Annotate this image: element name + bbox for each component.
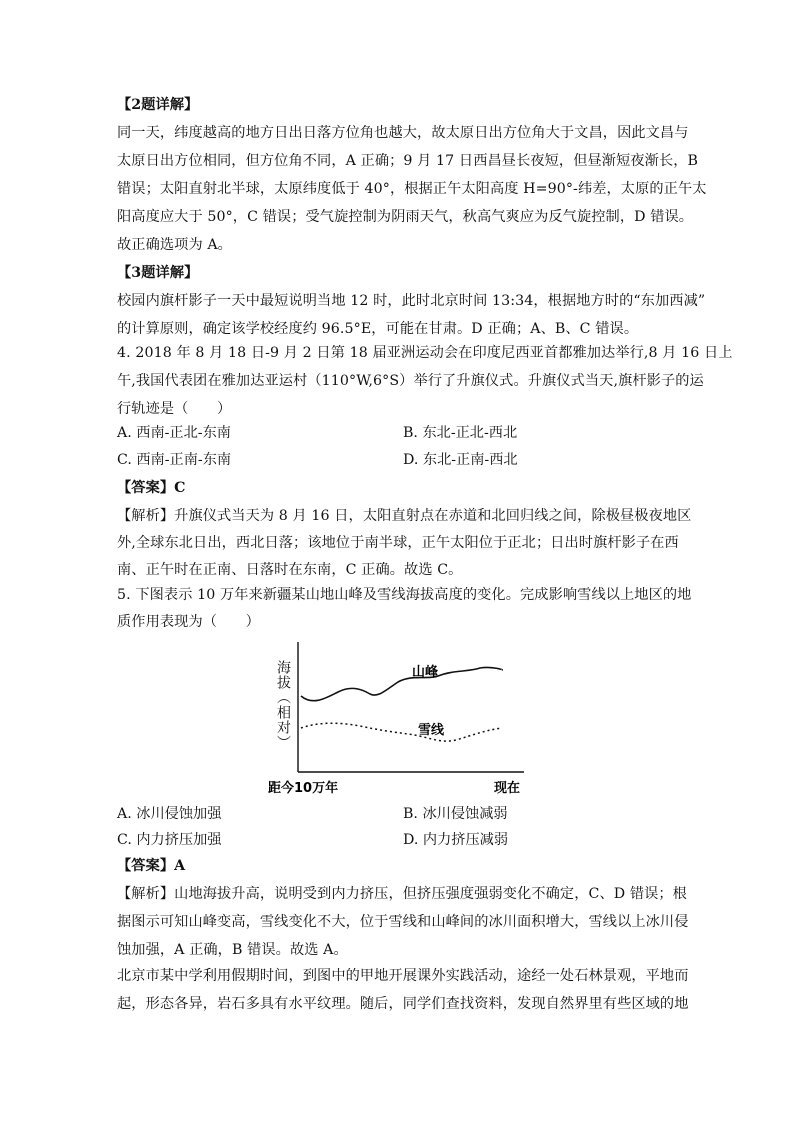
q3-line: 的计算原则，确定该学校经度约 96.5°E，可能在甘肃。D 正确；A、B、C 错误。 [117, 321, 639, 337]
q4-option-b: B. 东北-正北-西北 [403, 425, 518, 441]
q5-option-d: D. 内力挤压减弱 [403, 832, 509, 848]
q5-stem-line: 5. 下图表示 10 万年来新疆某山地山峰及雪线海拔高度的变化。完成影响雪线以上地区的地 [117, 587, 692, 603]
q4-analysis-line: 外,全球东北日出，西北日落；该地位于南半球，正午太阳位于正北；日出时旗杆影子在西 [117, 535, 679, 551]
q5-option-b: B. 冰川侵蚀减弱 [403, 806, 508, 822]
intro-line: 北京市某中学利用假期时间，到图中的甲地开展课外实践活动，途经一处石林景观，平地而 [117, 968, 689, 984]
q4-stem-line: 4. 2018 年 8 月 18 日-9 月 2 日第 18 届亚洲运动会在印度尼西亚首都雅加达举行,8 月 16 日上 [117, 345, 733, 361]
q5-option-a: A. 冰川侵蚀加强 [117, 806, 222, 822]
q3-heading: 【3题详解】 [117, 265, 199, 281]
q4-stem-line: 午,我国代表团在雅加达亚运村（110°W,6°S）举行了升旗仪式。升旗仪式当天,旗杆影子的运 [117, 373, 704, 389]
figure-y-axis-label: 海拔（相对） [275, 660, 291, 750]
snow-line-label: 雪线 [418, 723, 445, 738]
q5-option-c: C. 内力挤压加强 [117, 832, 222, 848]
q2-line: 错误；太阳直射北半球，太原纬度低于 40°，根据正午太阳高度 H=90°-纬差，太原的正午太 [117, 181, 707, 197]
q4-option-c: C. 西南-正南-东南 [117, 452, 232, 468]
q5-stem-line: 质作用表现为（ ） [117, 614, 260, 630]
q2-line: 同一天，纬度越高的地方日出日落方位角也越大，故太原日出方位角大于文昌，因此文昌与 [117, 125, 689, 141]
q4-answer: 【答案】C [117, 480, 186, 496]
q4-analysis-line: 南、正午时在正南、日落时在东南，C 正确。故选 C。 [117, 562, 463, 578]
q2-line: 阳高度应大于 50°，C 错误；受气旋控制为阴雨天气，秋高气爽应为反气旋控制，D 错误。 [117, 209, 694, 225]
q5-analysis-line: 据图示可知山峰变高，雪线变化不大，位于雪线和山峰间的冰川面积增大，雪线以上冰川侵 [117, 914, 689, 930]
q5-analysis-line: 蚀加强，A 正确，B 错误。故选 A。 [117, 942, 348, 958]
intro-line: 起，形态各异，岩石多具有水平纹理。随后，同学们查找资料，发现自然界里有些区域的地 [117, 996, 689, 1012]
q2-line: 故正确选项为 A。 [117, 237, 232, 253]
x-axis-end-label: 现在 [494, 781, 521, 796]
q4-analysis-line: 【解析】升旗仪式当天为 8 月 16 日，太阳直射点在赤道和北回归线之间，除极昼极夜地区 [117, 508, 692, 524]
q4-stem-line: 行轨迹是（ ） [117, 401, 232, 417]
elevation-figure [268, 636, 528, 800]
q4-option-a: A. 西南-正北-东南 [117, 425, 231, 441]
x-axis-start-label: 距今10万年 [268, 781, 339, 796]
q2-line: 太原日出方位相同，但方位角不同，A 正确；9 月 17 日西昌昼长夜短，但昼渐短夜渐长，B [117, 153, 699, 169]
q3-line: 校园内旗杆影子一天中最短说明当地 12 时，此时北京时间 13:34，根据地方时的“东加西减” [117, 293, 706, 309]
peak-label: 山峰 [412, 665, 439, 680]
q2-heading: 【2题详解】 [117, 97, 199, 113]
snow-line-curve [301, 723, 502, 741]
q5-analysis-line: 【解析】山地海拔升高，说明受到内力挤压，但挤压强度强弱变化不确定，C、D 错误；根 [117, 886, 687, 902]
q4-option-d: D. 东北-正南-西北 [403, 452, 518, 468]
peak-curve [301, 667, 502, 700]
q5-answer: 【答案】A [117, 858, 186, 874]
